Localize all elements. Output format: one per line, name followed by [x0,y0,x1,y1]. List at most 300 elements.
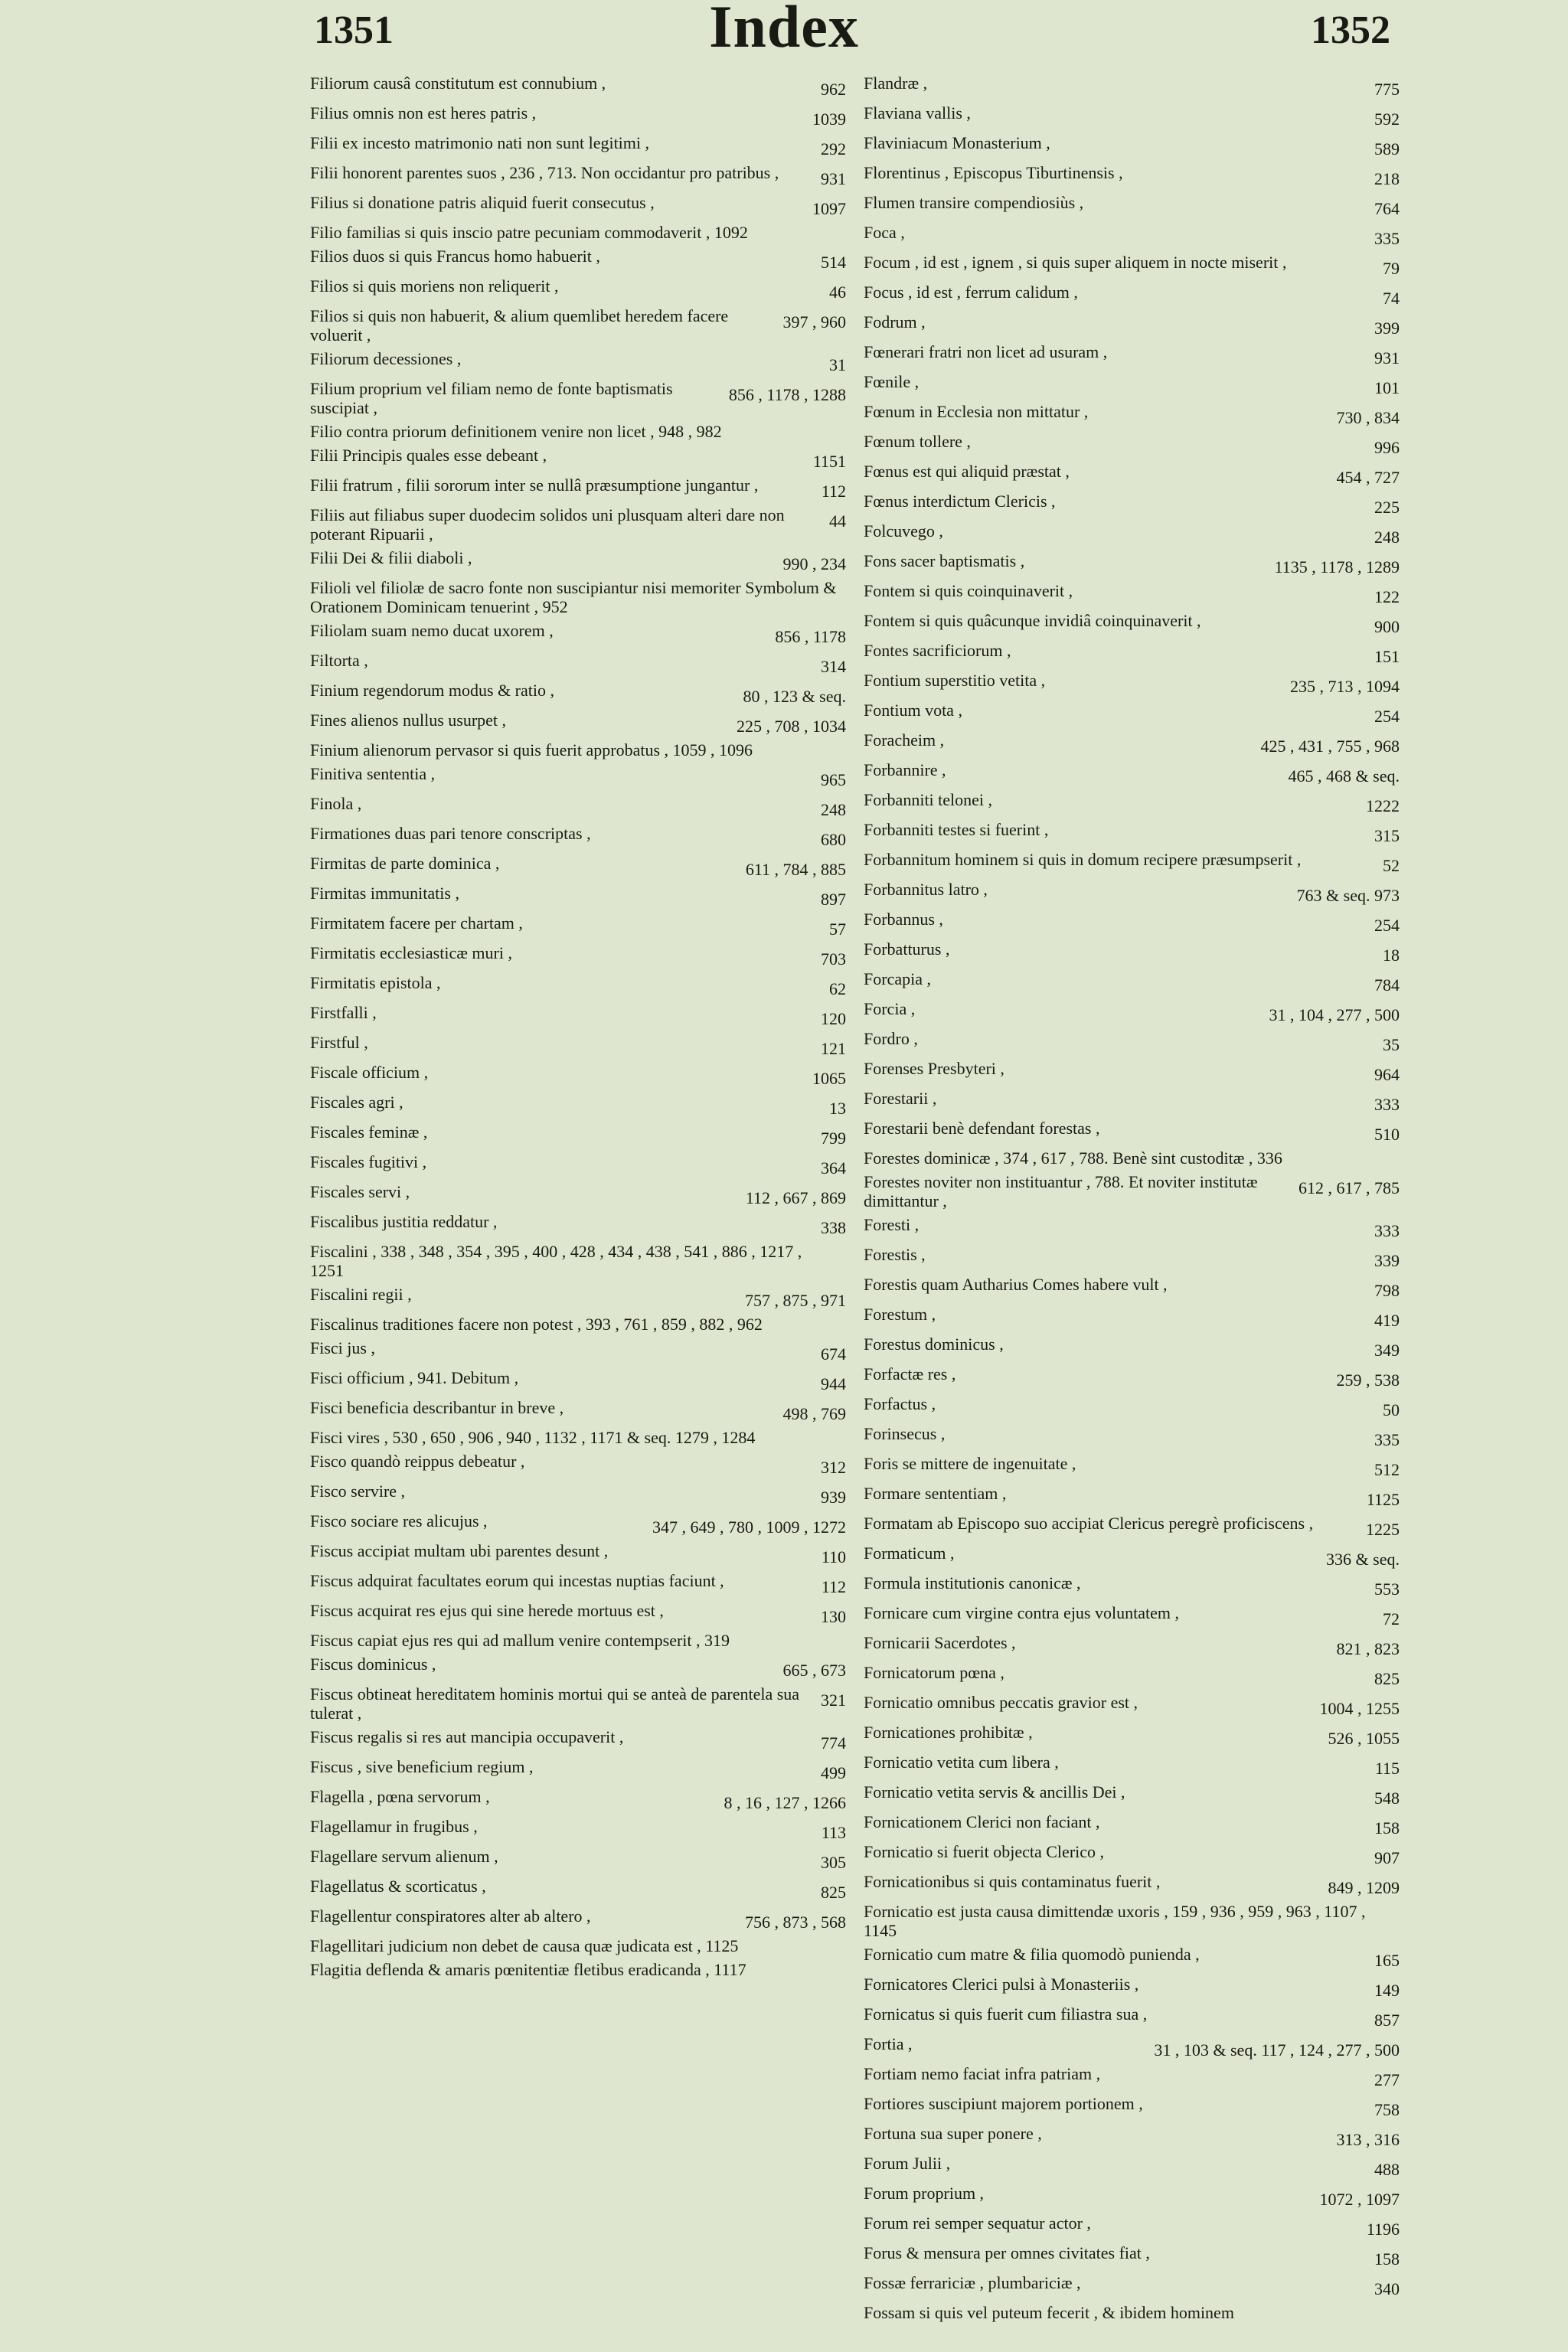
index-entry-refs: 338 [821,1218,846,1237]
index-entry-term: Focus , id est , ferrum calidum , [864,283,1078,302]
index-entry-term: Fœnum tollere , [864,432,971,451]
index-entry [310,1571,846,1596]
index-entry [864,1484,1400,1509]
index-entry [310,74,846,99]
index-entry-refs: 931 [821,169,846,188]
index-entry-term: Folcuvego , [864,521,943,541]
index-entry-term: Fisci officium , 941. Debitum , [310,1368,519,1387]
index-entry-refs: 526 , 1055 [1328,1729,1400,1748]
index-entry-refs: 79 [1383,259,1400,278]
index-entry-refs: 57 [829,920,846,939]
index-entry-refs: 336 & seq. [1326,1550,1400,1569]
index-entry [864,551,1400,577]
index-entry-refs: 254 [1374,707,1400,726]
index-entry-refs: 798 [1374,1281,1400,1300]
index-entry-term: Foracheim , [864,730,945,750]
index-entry [864,133,1400,158]
index-entry-refs: 756 , 873 , 568 [745,1913,846,1932]
index-entry-term: Fornicatorum pœna , [864,1663,1004,1682]
index-entry-term: Filius omnis non est heres patris , [310,103,537,122]
index-entry-term: Fisci jus , [310,1338,375,1357]
index-entry-term: Fœnerari fratri non licet ad usuram , [864,342,1108,361]
index-entry-refs: 112 [821,1577,846,1596]
page-header [0,0,1568,69]
index-entry [310,1684,846,1723]
index-entry [310,1936,846,1955]
index-entry-refs: 1135 , 1178 , 1289 [1274,557,1400,577]
index-entry [310,1960,846,1979]
index-entry-refs: 1072 , 1097 [1319,2190,1400,2209]
index-entry-refs: 703 [821,949,846,969]
index-entry-refs: 907 [1374,1848,1400,1867]
index-entry [310,505,846,544]
index-entry-refs: 8 , 16 , 127 , 1266 [724,1793,846,1812]
index-entry [310,306,846,345]
index-entry [864,1172,1400,1210]
index-entry-refs: 130 [821,1607,846,1626]
index-entry [864,1089,1400,1114]
index-entry-refs: 763 & seq. 973 [1296,886,1400,905]
index-entry-term: Forbannitus latro , [864,880,988,899]
index-entry [864,312,1400,338]
index-entry-term: Firmitas immunitatis , [310,884,459,903]
index-entry-term: Fornicatio si fuerit objecta Clerico , [864,1842,1105,1861]
index-entry-refs: 120 [821,1009,846,1028]
index-entry [310,1511,846,1537]
index-entry-refs: 856 , 1178 , 1288 [728,385,846,404]
index-entry [864,611,1400,636]
index-entry [310,1601,846,1626]
index-entry [310,578,846,616]
index-entry [864,1902,1400,1940]
index-entry-term: Flagellatus & scorticatus , [310,1877,486,1896]
index-entry-refs: 784 [1374,975,1400,995]
index-entry-refs: 13 [829,1099,846,1118]
index-entry-term: Forestis quam Autharius Comes habere vult , [864,1275,1168,1294]
index-entry-refs: 74 [1383,289,1400,308]
index-entry [310,943,846,969]
index-entry [864,402,1400,427]
index-entry-refs: 335 [1374,229,1400,248]
index-entry-term: Fontem si quis coinquinaverit , [864,581,1073,600]
index-entry [864,2064,1400,2089]
index-entry-term: Firmitatis epistola , [310,973,441,992]
index-entry-refs: 259 , 538 [1336,1370,1400,1390]
index-entry [310,1906,846,1932]
index-entry-term: Fiscales fugitivi , [310,1152,427,1171]
index-entry [310,651,846,676]
index-entry-refs: 399 [1374,318,1400,338]
index-entry-term: Forenses Presbyteri , [864,1059,1004,1078]
index-entry-refs: 825 [1374,1669,1400,1688]
index-entry-term: Filii ex incesto matrimonio nati non sunt legitimi , [310,133,650,152]
index-entry-term: Finium regendorum modus & ratio , [310,681,554,700]
index-entry-term: Fornicatores Clerici pulsi à Monasteriis , [864,1975,1139,1994]
index-entry-term: Fisco quandò reippus debeatur , [310,1452,525,1471]
index-entry [310,621,846,646]
index-entry-term: Forestarii benè defendant forestas , [864,1119,1100,1138]
index-entry-refs: 674 [821,1344,846,1364]
index-entry [310,794,846,819]
index-entry [864,969,1400,995]
index-entry-term: Fossæ ferrariciæ , plumbariciæ , [864,2273,1081,2292]
index-entry [864,1723,1400,1748]
index-entry-term: Filii honorent parentes suos , 236 , 713. Non occidantur pro patribus , [310,163,779,182]
index-entry-refs: 964 [1374,1065,1400,1084]
index-entry-term: Fiscalibus justitia reddatur , [310,1212,498,1231]
index-entry-term: Firmitatis ecclesiasticæ muri , [310,943,512,962]
index-entry-refs: 730 , 834 [1336,408,1400,427]
index-entry [310,710,846,736]
index-entry-refs: 339 [1374,1251,1400,1270]
index-entry-term: Filios si quis non habuerit, & alium quemlibet heredem facere voluerit , [310,306,729,345]
index-entry-term: Forum rei semper sequatur actor , [864,2213,1091,2233]
page-number-left: 1351 [314,8,394,52]
index-entry [864,910,1400,935]
index-entry [864,462,1400,487]
index-entry [310,973,846,998]
index-entry-refs: 101 [1374,378,1400,397]
index-entry [310,133,846,158]
index-entry-refs: 292 [821,139,846,158]
index-entry-term: Firmitatem facere per chartam , [310,913,523,933]
index-entry-term: Fornicationes prohibitæ , [864,1723,1033,1742]
index-entry [310,1541,846,1566]
index-entry-term: Filiis aut filiabus super duodecim solidos uni plusquam alteri dare non poterant Ripuarii , [310,505,785,544]
index-entry [864,2124,1400,2149]
index-entry-refs: 31 , 104 , 277 , 500 [1269,1005,1400,1024]
index-entry-term: Forbanniti testes si fuerint , [864,820,1049,839]
index-entry-refs: 965 [821,770,846,789]
index-entry-term: Fontium superstitio vetita , [864,671,1046,690]
index-entry-term: Filium proprium vel filiam nemo de fonte baptismatis suscipiat , [310,379,673,417]
index-entry [864,2273,1400,2298]
page-number-right: 1352 [1311,8,1390,52]
index-entry-term: Flagellentur conspiratores alter ab altero , [310,1906,591,1926]
index-entry [310,223,846,242]
index-entry-term: Fisci vires , 530 , 650 , 906 , 940 , 1132 , 1171 & seq. 1279 , 1284 [310,1428,756,1447]
index-entry-refs: 18 [1383,946,1400,965]
index-entry-refs: 165 [1374,1951,1400,1970]
index-entry-term: Filiorum causâ constitutum est connubium , [310,74,606,93]
index-entry [864,1334,1400,1360]
index-entry [864,283,1400,308]
index-entry-refs: 225 , 708 , 1034 [737,717,846,736]
index-entry-refs: 112 [821,482,846,501]
index-entry-refs: 962 [821,80,846,99]
index-entry-refs: 72 [1383,1609,1400,1628]
index-entry [864,671,1400,696]
index-entry-term: Foris se mittere de ingenuitate , [864,1454,1076,1473]
index-entry-refs: 1225 [1366,1520,1400,1539]
index-entry-term: Fiscalini regii , [310,1285,412,1304]
index-entry [864,432,1400,457]
index-entry-term: Forcapia , [864,969,931,988]
index-entry [864,1215,1400,1240]
index-entry-term: Filius si donatione patris aliquid fuerit consecutus , [310,193,655,212]
index-entry-term: Fornicatio vetita cum libera , [864,1753,1059,1772]
index-entry [310,1242,846,1280]
index-entry-refs: 512 [1374,1460,1400,1479]
index-entry-refs: 110 [821,1547,846,1566]
index-entry-term: Forbatturus , [864,939,950,959]
index-entry-term: Fontes sacrificiorum , [864,641,1011,660]
index-entry-term: Filiorum decessiones , [310,349,462,368]
index-entry-term: Flandræ , [864,74,928,93]
index-entry [864,1693,1400,1718]
index-entry [310,1727,846,1753]
index-entry [864,850,1400,875]
index-entry-term: Fortiores suscipiunt majorem portionem , [864,2094,1143,2113]
index-entry-refs: 931 [1374,348,1400,368]
index-entry-term: Filtorta , [310,651,368,670]
index-entry-refs: 897 [821,890,846,909]
index-entry [864,1148,1400,1168]
index-entry-term: Fossam si quis vel puteum fecerit , & ibidem hominem [864,2303,1234,2322]
index-entry [864,939,1400,965]
index-entry [310,446,846,471]
index-entry [864,2004,1400,2030]
index-entry [310,1847,846,1872]
index-entry [864,372,1400,397]
index-entry-term: Fiscalinus traditiones facere non potest , 393 , 761 , 859 , 882 , 962 [310,1315,763,1334]
index-entry [864,521,1400,547]
index-entry-term: Forestis , [864,1245,926,1264]
index-entry-term: Forcia , [864,999,916,1018]
index-entry [864,163,1400,188]
index-entry-refs: 349 [1374,1341,1400,1360]
index-entry-refs: 856 , 1178 [775,627,846,646]
index-entry-refs: 514 [821,253,846,272]
index-entry-term: Forbannus , [864,910,943,929]
index-entry-refs: 254 [1374,916,1400,935]
index-entry-term: Filii Principis quales esse debeant , [310,446,547,465]
index-entry-refs: 80 , 123 & seq. [743,687,846,706]
index-entry-refs: 321 [821,1690,846,1710]
index-entry-term: Forus & mensura per omnes civitates fiat , [864,2243,1150,2262]
index-entry-term: Fiscales servi , [310,1182,410,1201]
index-entry-term: Forfactus , [864,1394,936,1413]
index-entry-term: Fornicare cum virgine contra ejus voluntatem , [864,1603,1179,1622]
index-entry [864,820,1400,845]
index-entry [310,1817,846,1842]
index-entry-refs: 990 , 234 [782,554,846,573]
index-entry-refs: 115 [1374,1759,1400,1778]
index-entry-term: Fiscus , sive beneficium regium , [310,1757,534,1776]
index-entry-refs: 235 , 713 , 1094 [1290,677,1400,696]
index-entry [864,701,1400,726]
index-entry-term: Fiscus regalis si res aut mancipia occupaverit , [310,1727,624,1746]
index-entry-refs: 1125 [1366,1490,1400,1509]
index-entry-term: Firstfalli , [310,1003,377,1022]
index-entry-refs: 151 [1374,647,1400,666]
index-entry-term: Fisci beneficia describantur in breve , [310,1398,564,1417]
index-entry-term: Fontium vota , [864,701,962,720]
index-entry [310,1285,846,1310]
index-entry [864,2034,1400,2060]
index-entry-refs: 1039 [812,109,846,129]
index-entry-term: Flaviniacum Monasterium , [864,133,1050,152]
index-entry-refs: 553 [1374,1579,1400,1599]
index-entry-refs: 277 [1374,2070,1400,2089]
index-entry-refs: 1196 [1366,2220,1400,2239]
index-entry-term: Fortuna sua super ponere , [864,2124,1042,2143]
index-entry-term: Firstful , [310,1033,368,1052]
index-entry-term: Filiolam suam nemo ducat uxorem , [310,621,554,640]
index-entry-term: Fortia , [864,2034,913,2053]
index-entry-term: Foresti , [864,1215,920,1234]
index-entry-term: Fornicatio est justa causa dimittendæ uxoris , 159 , 936 , 959 , 963 , 1107 , 1145 [864,1902,1366,1940]
index-entry [864,1424,1400,1449]
index-entry-refs: 1151 [812,452,846,471]
index-entry-refs: 825 [821,1883,846,1902]
index-entry-refs: 548 [1374,1788,1400,1808]
index-entry [864,581,1400,606]
index-entry [864,2184,1400,2209]
index-entry-term: Fiscus acquirat res ejus qui sine herede mortuus est , [310,1601,664,1620]
index-entry-refs: 314 [821,657,846,676]
index-entry [864,1753,1400,1778]
index-entry-refs: 498 , 769 [782,1404,846,1423]
index-entry [310,681,846,706]
index-entry [310,1033,846,1058]
index-entry-refs: 35 [1383,1035,1400,1054]
index-entry-refs: 758 [1374,2100,1400,2119]
index-entry-term: Forestes dominicæ , 374 , 617 , 788. Benè sint custoditæ , 336 [864,1148,1282,1168]
index-entry-term: Forestes noviter non instituantur , 788. Et noviter institutæ dimittantur , [864,1172,1258,1210]
index-entry [864,1573,1400,1599]
index-entry-refs: 31 , 103 & seq. 117 , 124 , 277 , 500 [1154,2040,1400,2060]
index-entry-refs: 419 [1374,1311,1400,1330]
index-entry-term: Fornicarii Sacerdotes , [864,1633,1016,1652]
index-entry-refs: 592 [1374,109,1400,129]
index-entry [864,74,1400,99]
index-entry-refs: 944 [821,1374,846,1393]
index-entry-refs: 774 [821,1733,846,1753]
index-entry [864,880,1400,905]
index-entry-term: Fiscus dominicus , [310,1655,436,1674]
index-entry-term: Flagitia deflenda & amaris pœnitentiæ fletibus eradicanda , 1117 [310,1960,746,1979]
index-entry-refs: 313 , 316 [1336,2130,1400,2149]
index-entry-refs: 62 [829,979,846,998]
index-entry-refs: 775 [1374,80,1400,99]
index-entry-term: Fiscales agri , [310,1093,403,1112]
index-entry [864,1059,1400,1084]
index-entry [310,1655,846,1680]
index-entry [864,1842,1400,1867]
index-entry-refs: 46 [829,283,846,302]
index-entry-term: Fisco sociare res alicujus , [310,1511,488,1530]
index-entry-term: Filio contra priorum definitionem venire non licet , 948 , 982 [310,422,722,441]
index-entry-refs: 757 , 875 , 971 [745,1291,846,1310]
index-entry-term: Filioli vel filiolæ de sacro fonte non suscipiantur nisi memoriter Symbolum & Orationem Dominicam tenuerint , 952 [310,578,837,616]
index-entry [864,1975,1400,2000]
index-entry [864,1603,1400,1628]
index-entry-term: Flagellitari judicium non debet de causa quæ judicata est , 1125 [310,1936,739,1955]
index-entry-term: Flumen transire compendiosiùs , [864,193,1084,212]
index-entry-refs: 488 [1374,2160,1400,2179]
index-entry-term: Fiscus adquirat facultates eorum qui incestas nuptias faciunt , [310,1571,724,1590]
index-entry-refs: 499 [821,1763,846,1782]
index-entry-refs: 764 [1374,199,1400,218]
index-entry [310,1093,846,1118]
index-entry-term: Fiscus obtineat hereditatem hominis mortui qui se anteà de parentela sua tulerat , [310,1684,800,1723]
index-entry-term: Forestum , [864,1305,936,1324]
index-entry [310,1428,846,1447]
index-entry [864,1663,1400,1688]
index-entry-refs: 44 [829,511,846,531]
index-entry [864,2213,1400,2239]
index-entry [310,1877,846,1902]
index-entry-refs: 158 [1374,2249,1400,2269]
index-entry-term: Foca , [864,223,905,242]
index-entry-refs: 665 , 673 [782,1661,846,1680]
index-entry-term: Fœnus interdictum Clericis , [864,492,1056,511]
index-entry-term: Forum proprium , [864,2184,985,2203]
index-entry-refs: 248 [1374,528,1400,547]
index-entry [310,884,846,909]
index-entry-term: Finola , [310,794,362,813]
index-entry [310,1398,846,1423]
index-entry [310,1315,846,1334]
index-entry [864,999,1400,1024]
index-entry [310,422,846,441]
index-entry-term: Filios si quis moriens non reliquerit , [310,276,559,296]
index-entry [864,1945,1400,1970]
index-entry-refs: 335 [1374,1430,1400,1449]
index-entry-refs: 333 [1374,1221,1400,1240]
index-entry-term: Focum , id est , ignem , si quis super aliquem in nocte miserit , [864,253,1287,272]
index-entry [864,492,1400,517]
index-entry-refs: 218 [1374,169,1400,188]
index-entry-term: Forbanniti telonei , [864,790,993,809]
index-entry [864,1364,1400,1390]
index-entry [864,1633,1400,1658]
index-entry-refs: 611 , 784 , 885 [745,860,846,879]
index-entry-term: Filii fratrum , filii sororum inter se nullâ præsumptione jungantur , [310,475,759,495]
index-entry-refs: 1004 , 1255 [1319,1699,1400,1718]
index-entry [310,1787,846,1812]
index-entry-term: Flaviana vallis , [864,103,971,122]
index-entry-term: Fiscalini , 338 , 348 , 354 , 395 , 400 , 428 , 434 , 438 , 541 , 886 , 1217 , 1251 [310,1242,802,1280]
index-entry-refs: 248 [821,800,846,819]
index-entry-refs: 425 , 431 , 755 , 968 [1260,737,1400,756]
index-entry-refs: 312 [821,1458,846,1477]
index-entry [864,1872,1400,1897]
index-entry-term: Fornicatio omnibus peccatis gravior est , [864,1693,1138,1712]
index-entry-refs: 364 [821,1158,846,1178]
index-entry-term: Formare sententiam , [864,1484,1007,1503]
index-entry-refs: 996 [1374,438,1400,457]
index-entry [864,1782,1400,1808]
index-entry-refs: 1222 [1366,796,1400,815]
index-entry-term: Fœnile , [864,372,920,391]
index-entry-term: Filio familias si quis inscio patre pecuniam commodaverit , 1092 [310,223,748,242]
index-entry [310,824,846,849]
index-entry-refs: 333 [1374,1095,1400,1114]
index-entry-term: Formatam ab Episcopo suo accipiat Clericus peregrè proficiscens , [864,1514,1314,1533]
index-entry [310,913,846,939]
index-entry-refs: 1065 [812,1069,846,1088]
index-entry-term: Fines alienos nullus usurpet , [310,710,507,730]
index-entry [310,1212,846,1237]
index-entry-refs: 857 [1374,2011,1400,2030]
index-entry-term: Fornicationem Clerici non faciant , [864,1812,1100,1831]
index-entry [864,253,1400,278]
index-entry [864,103,1400,129]
index-column-left [310,74,846,1984]
index-entry-term: Flagellare servum alienum , [310,1847,498,1866]
